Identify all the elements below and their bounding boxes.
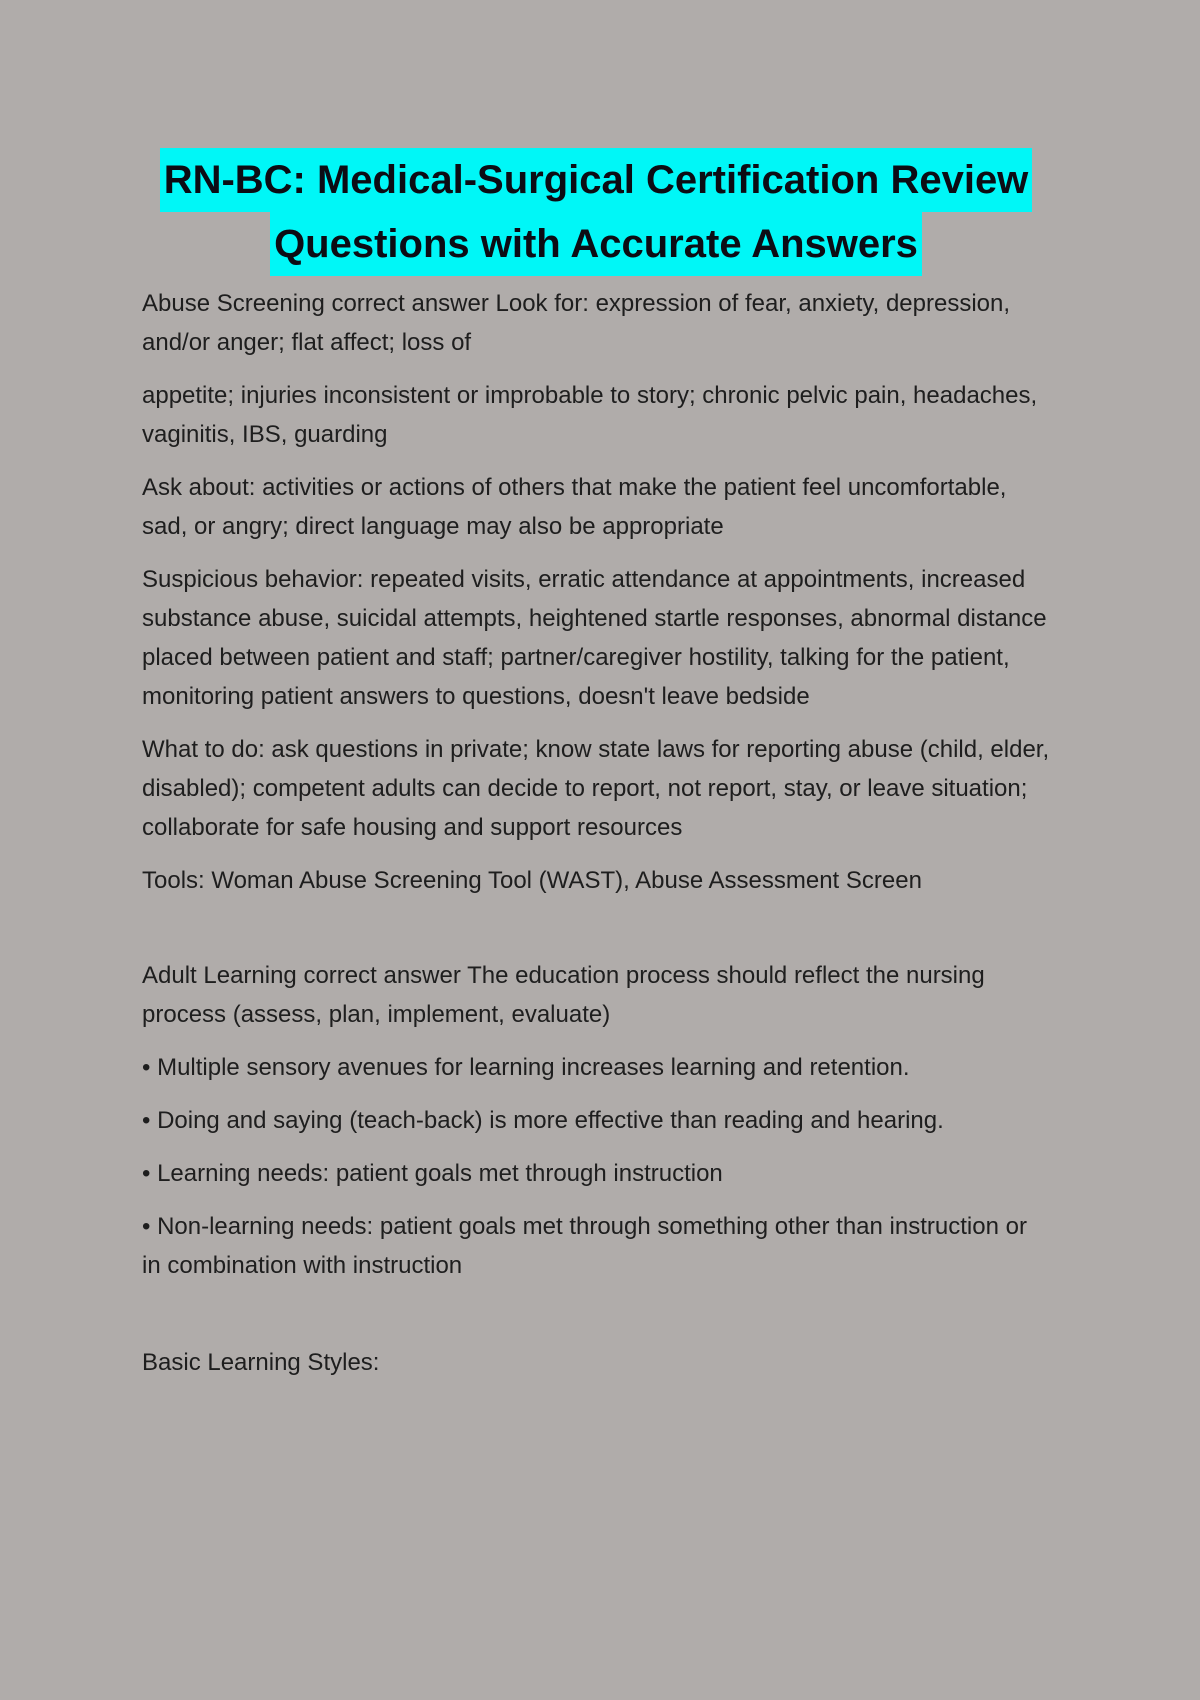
paragraph-tools: Tools: Woman Abuse Screening Tool (WAST), Abuse Assessment Screen: [142, 867, 922, 894]
paragraph-basic-learning-styles: Basic Learning Styles:: [142, 1349, 380, 1376]
paragraph-ask-about: Ask about: activities or actions of others that make the patient feel uncomfortable, sad, or angry; direct language may also be appropriate: [142, 474, 1007, 540]
bullet-teach-back: • Doing and saying (teach-back) is more effective than reading and hearing.: [142, 1107, 944, 1134]
paragraph-abuse-screening: Abuse Screening correct answer Look for: expression of fear, anxiety, depression, and/or anger; flat affect; loss of: [142, 290, 1011, 356]
bullet-sensory-avenues: • Multiple sensory avenues for learning increases learning and retention.: [142, 1054, 910, 1081]
title-line-2: Questions with Accurate Answers: [270, 212, 922, 276]
document-title: [142, 148, 1050, 276]
paragraph-what-to-do: What to do: ask questions in private; know state laws for reporting abuse (child, elder, disabled); competent adults can decide to report, not report, stay, or leave situation; collaborate for safe housing and support resources: [142, 736, 1050, 841]
paragraph-abuse-signs: appetite; injuries inconsistent or improbable to story; chronic pelvic pain, headaches, vaginitis, IBS, guarding: [142, 382, 1038, 448]
bullet-learning-needs: • Learning needs: patient goals met through instruction: [142, 1160, 723, 1187]
paragraph-suspicious-behavior: Suspicious behavior: repeated visits, erratic attendance at appointments, increased substance abuse, suicidal attempts, heightened startle responses, abnormal distance placed between patient and staff; partner/caregiver hostility, talking for the patient, monitoring patient answers to questions, doesn't leave bedside: [142, 566, 1047, 710]
bullet-non-learning-needs: • Non-learning needs: patient goals met through something other than instruction or in combination with instruction: [142, 1213, 1027, 1279]
paragraph-adult-learning: Adult Learning correct answer The education process should reflect the nursing process (assess, plan, implement, evaluate): [142, 962, 985, 1028]
title-line-1: RN-BC: Medical-Surgical Certification Review: [160, 148, 1033, 212]
